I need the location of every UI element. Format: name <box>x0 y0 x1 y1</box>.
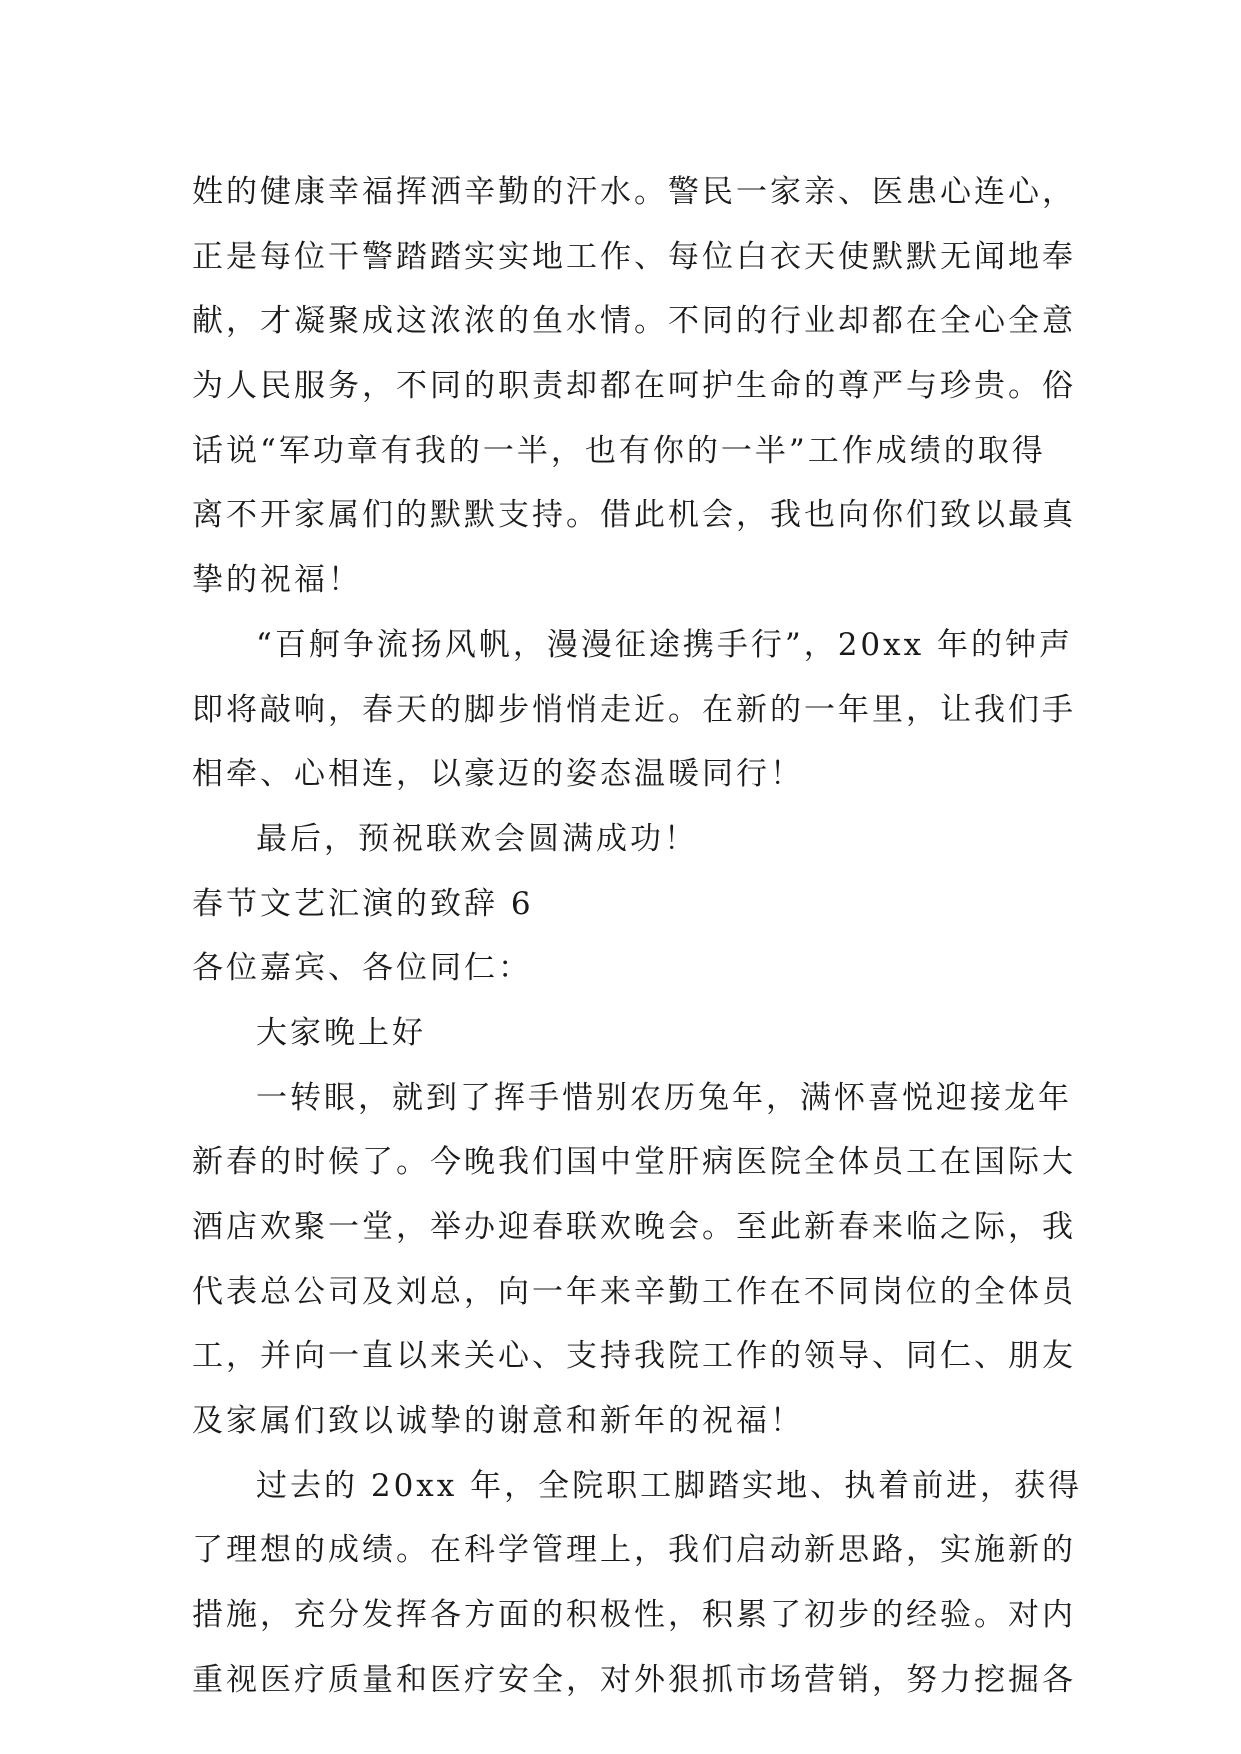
text-line: 正是每位干警踏踏实实地工作、每位白衣天使默默无闻地奉 <box>192 238 1076 275</box>
text-line: 话说“军功章有我的一半，也有你的一半”工作成绩的取得 <box>192 432 1046 469</box>
text-line: 及家属们致以诚挚的谢意和新年的祝福！ <box>192 1403 804 1440</box>
text-line: 挚的祝福！ <box>192 562 362 599</box>
text-line: 献，才凝聚成这浓浓的鱼水情。不同的行业却都在全心全意 <box>192 303 1076 340</box>
text-line: 最后，预祝联欢会圆满成功！ <box>256 820 698 857</box>
text-line: 了理想的成绩。在科学管理上，我们启动新思路，实施新的 <box>192 1532 1076 1569</box>
greeting: 大家晚上好 <box>256 1014 426 1051</box>
text-line: 相牵、心相连，以豪迈的姿态温暖同行！ <box>192 756 804 793</box>
text-line: 过去的 20xx 年，全院职工脚踏实地、执着前进，获得 <box>256 1467 1083 1504</box>
salutation: 各位嘉宾、各位同仁： <box>192 950 532 987</box>
section-title: 春节文艺汇演的致辞 6 <box>192 885 534 922</box>
text-line: 一转眼，就到了挥手惜别农历兔年，满怀喜悦迎接龙年 <box>256 1079 1072 1116</box>
text-line: 离不开家属们的默默支持。借此机会，我也向你们致以最真 <box>192 497 1076 534</box>
text-line: 代表总公司及刘总，向一年来辛勤工作在不同岗位的全体员 <box>192 1273 1076 1310</box>
text-line: 重视医疗质量和医疗安全，对外狠抓市场营销，努力挖掘各 <box>192 1661 1076 1698</box>
text-line: 为人民服务，不同的职责却都在呵护生命的尊严与珍贵。俗 <box>192 368 1076 405</box>
text-line: “百舸争流扬风帆，漫漫征途携手行”，20xx 年的钟声 <box>256 626 1073 663</box>
text-line: 新春的时候了。今晚我们国中堂肝病医院全体员工在国际大 <box>192 1144 1076 1181</box>
text-line: 姓的健康幸福挥洒辛勤的汗水。警民一家亲、医患心连心， <box>192 174 1076 210</box>
text-line: 酒店欢聚一堂，举办迎春联欢晚会。至此新春来临之际，我 <box>192 1209 1076 1245</box>
document-body <box>192 160 1083 1713</box>
text-line: 工，并向一直以来关心、支持我院工作的领导、同仁、朋友 <box>192 1338 1076 1375</box>
text-line: 即将敲响，春天的脚步悄悄走近。在新的一年里，让我们手 <box>192 691 1076 728</box>
text-line: 措施，充分发挥各方面的积极性，积累了初步的经验。对内 <box>192 1597 1076 1634</box>
